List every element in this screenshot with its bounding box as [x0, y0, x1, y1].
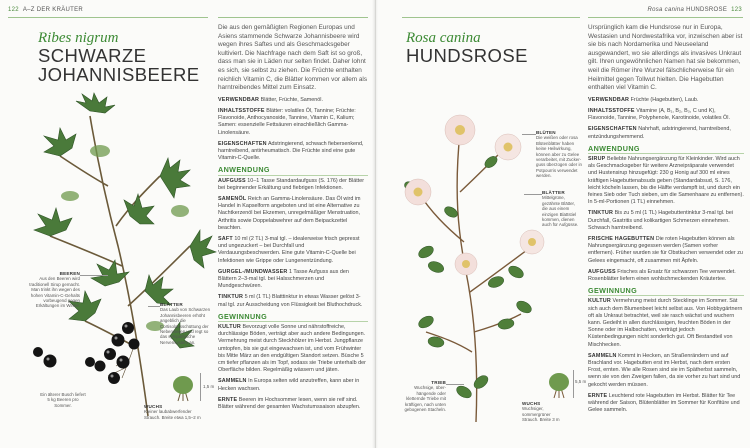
caption-wuchs-left-title: WUCHS — [144, 404, 163, 409]
caption-trieb-text: Wuchsige, über-hängende oder kletternde Triebe mit kräftigen, nach unten gebogenen Stacheln. — [404, 385, 446, 413]
left-header-rule-right — [218, 17, 368, 18]
right-header-rule-right — [588, 17, 743, 18]
right-page — [375, 0, 750, 448]
caption-blueten-title: BLÜTEN — [536, 130, 556, 135]
left-prop-1: VERWENDBAR Blätter, Früchte, Samenöl. — [218, 96, 323, 103]
left-header-rule — [8, 17, 208, 18]
caption-beeren-title: BEEREN — [59, 271, 80, 276]
leader-blueten — [522, 134, 536, 135]
left-page-number: 122 — [8, 7, 19, 13]
caption-ripe-text: Ein älterer Busch liefert 5 kg Beeren pro Sommer. — [40, 392, 86, 408]
caption-wuchs-right — [522, 401, 566, 423]
right-grow-3: ERNTE Leuchtend rote Hagebutten im Herbst. Blätter für Tee während der Saison, Blütenblätter im Sommer für Konfitüre und Gelee sammeln. — [588, 392, 740, 414]
bush-silhouette-right — [548, 372, 570, 398]
dogrose-illustration — [396, 92, 556, 422]
left-grow-3: ERNTE Beeren im Hochsommer lesen, wenn sie reif sind. Blätter während der gesamten Wachstumssaison abzupfen. — [218, 396, 361, 411]
left-intro: Die aus den gemäßigten Regionen Europas und Asiens stammende Schwarze Johannisbeere wird wegen ihres Saftes und als Geschmacksgeber kultiviert. Die Nachfrage nach dem Saft ist so groß, dass man sie in Läden nur selten findet. Daher lohnt es sich, sie selbst zu ziehen. Die Früchte enthalten reichlich Vitamin C, die Blätter kommen vor allem als harntreibendes Mittel zum Einsatz. — [218, 24, 368, 92]
caption-trieb — [404, 380, 446, 412]
leaf-9 — [91, 260, 129, 286]
scale-right: 5,5 m — [575, 379, 587, 384]
scale-bar-left — [200, 373, 201, 401]
leaf-7 — [124, 194, 154, 224]
book-fold-shadow — [372, 0, 378, 448]
scale-bar-right — [573, 370, 574, 398]
right-use-1: SIRUP Beliebte Nahrungsergänzung für Kleinkinder. Wird auch als Geschmacksgeber für weitere Arzneipräparate verwendet und Hustensirup hinzugefügt: 230 g Honig auf 300 ml eines kräftigen Hagebuttenabsuds geben (Standardabsud, S. 176, leicht köcheln lassen, bis die Hälfte verdampft ist, und durch ein feines Sieb oder Tuch sieben, um die Samenhaare zu entfernen). In 5-ml-Portionen (1 TL) einnehmen. — [588, 155, 744, 206]
right-common-name: HUNDSROSE — [406, 45, 528, 66]
right-use-3: FRISCHE HAGEBUTTEN Die roten Hagebutten können als Nahrungsergänzung gegessen werden (Samen vorher entfernen). Früher wurden sie für Obstkuchen verwendet oder zu Gelees eingemacht, oft zusammen mit Äpfeln. — [588, 236, 743, 264]
leaf-4 — [190, 230, 216, 268]
caption-blueten — [536, 130, 582, 179]
caption-trieb-title: TRIEB — [431, 380, 446, 385]
right-section-common: HUNDSROSE — [686, 7, 728, 13]
right-use-4: AUFGUSS Frisches als Ersatz für schwarzen Tee verwendet. Rosenblätter liefern einen wohlschmeckenden Kräutertee. — [588, 268, 736, 283]
caption-blaetter-right-text: Mittelgrüne, gezähnte Blätter, die aus einem einzigen Blattstiel kommen, dienen auch für Aufgüsse. — [542, 195, 579, 228]
right-page-number: 123 — [731, 7, 742, 13]
caption-wuchs-right-title: WUCHS — [522, 401, 541, 406]
right-prop-2: INHALTSSTOFFE Vitamine (A, B₁, B₂, B₃, C und K), Flavonoide, Tannine, Polyphenole, Karotinoide, volatiles Öl. — [588, 107, 730, 122]
right-section-latin: Rosa canina — [647, 7, 685, 13]
right-prop-3: EIGENSCHAFTEN Nahrhaft, adstringierend, harntreibend, entzündungshemmend. — [588, 126, 731, 140]
caption-blaetter-left-title: BLÄTTER — [160, 302, 183, 307]
leader-trieb — [446, 384, 464, 385]
left-use-2: SAMENÖL Reich an Gamma-Linolensäure. Das Öl wird im Handel in Kapselform angeboten und ist eine Alternative zu Nachtkerzenöl bei Ekzemen, unregelmäßiger Menstruation, Arthritis sowie Doppelabwehrer auf dem Beipackzettel beachten. — [218, 195, 361, 231]
leader-blaetter-left — [148, 306, 160, 307]
caption-wuchs-right-text: Wuchsiger, sommergrüner Strauch. Breite 3 m — [522, 406, 560, 423]
left-prop-2: INHALTSSTOFFE Blätter: volatiles Öl, Tannine; Früchte: Flavonoide, Anthocyanoside, Tannine, Vitamin C, Kalium; Samen: essenzielle Fettsäuren einschließlich Gamma-Linolensäure. — [218, 107, 356, 136]
leaf-1 — [76, 93, 115, 113]
left-running-head — [8, 7, 83, 13]
left-prop-3: EIGENSCHAFTEN Adstringierend, schwach fiebersenkend, harntreibend, antirheumatisch. Die Früchte sind eine gute Vitamin-C-Quelle. — [218, 140, 364, 162]
left-latin-name: Ribes nigrum — [38, 30, 119, 46]
left-grow-2: SAMMELN In Europa selten wild anzutreffen, kann aber in Hecken wachsen. — [218, 378, 360, 392]
left-section-title: A–Z DER KRÄUTER — [22, 7, 84, 13]
leader-beeren — [80, 275, 108, 276]
right-grow-1: KULTUR Vermehrung meist durch Stecklinge im Sommer. Sät sich auch dem Blumenbeet leicht selbst aus. Von Hobbygärtnern oft als Unkraut betrachtet, weil sie rasch wächst und wuchern kann. Gedeiht in allen durchlässigen, feuchten Böden in der Sonne oder im Halbschatten, verträgt jedoch Küstenbedingungen nicht sonderlich gut. Oft Bestandteil von Mischhecken. — [588, 298, 743, 348]
caption-blueten-text: Die weißen oder rosa Blütenblätter haben keine Heilwirkung, können aber zu Gelee verarbeitet, mit Zucker-guss überzogen oder in Potpourris verwendet werden. — [536, 135, 582, 179]
left-use-4: GURGEL-/MUNDWASSER 1 Tasse Aufguss aus den Blättern 2–3-mal tgl. bei Halsschmerzen und Mundgeschwüren. — [218, 268, 349, 290]
right-prop-1: VERWENDBAR Früchte (Hagebutten), Laub. — [588, 96, 699, 103]
right-grow-heading: GEWINNUNG — [588, 287, 744, 296]
left-common-name: SCHWARZE JOHANNISBEERE — [38, 45, 200, 85]
caption-blaetter-left — [160, 302, 212, 345]
right-latin-name: Rosa canina — [406, 30, 481, 46]
right-running-head — [647, 7, 742, 13]
left-use-3: SAFT 10 ml (2 TL) 3-mal tgl. – idealerweise frisch gepresst und ungezuckert – bei Durchfall und Verdauungsbeschwerden. Eine gute Vitamin-C-Quelle bei Infektionen wie Grippe oder Lungenentzündung. — [218, 236, 360, 264]
left-grow-heading: GEWINNUNG — [218, 313, 368, 322]
leaf-3 — [44, 128, 76, 156]
left-use-heading: ANWENDUNG — [218, 166, 368, 175]
caption-wuchs-left-text: Kleiner laubabwerfender Strauch. Breite etwa 1,5–2 m — [144, 409, 201, 420]
caption-wuchs-left — [144, 404, 206, 420]
bush-silhouette-left — [172, 375, 194, 401]
caption-blaetter-right — [542, 190, 582, 228]
leader-blaetter-right — [524, 194, 542, 195]
leaf-2 — [160, 158, 190, 198]
left-use-5: TINKTUR 5 ml (1 TL) Blatttinktur in etwas Wasser gelöst 3-mal tgl. zur Ausscheidung von Flüssigkeit bei Bluthochdruck. — [218, 294, 363, 308]
leaf-5 — [34, 208, 72, 236]
caption-ripe — [40, 392, 86, 408]
caption-blaetter-left-text: Das Laub von Schwarzen Johannisbeeren erhöht angeblich die Cortisolausschüttung der Nebennieren und regt so das sympathische Nervensystem an. — [160, 307, 211, 345]
caption-beeren — [28, 271, 80, 309]
left-use-1: AUFGUSS 10–1 Tasse Standardaufguss (S. 176) der Blätter bei beginnender Erkältung und fiebrigen Infektionen. — [218, 177, 365, 191]
right-grow-2: SAMMELN Kommt in Hecken, an Straßenrändern und auf Brachland vor. Hagebutten erst im Herbst, nach dem ersten Frost, ernten. Wie alle Rosen sind sie im Spätherbst sammeln, wenn sie von den Zweigen fallen, da sie vorher zu hart sind und gekocht werden müssen. — [588, 352, 741, 388]
right-use-2: TINKTUR Bis zu 5 ml (1 TL) Hagebuttentinktur 3-mal tgl. bei Durchfall, Gastritis und kolikartigen Schmerzen einnehmen. Schwach harntreibend. — [588, 210, 734, 231]
right-use-heading: ANWENDUNG — [588, 145, 744, 154]
right-header-rule — [402, 17, 580, 18]
caption-beeren-text: Aus den Beeren wird traditionell Sirup gemacht. Man trinkt ihn wegen des hohen Vitamin-C-Gehalts vorbeugend gegen Erkältungen im Winter. — [29, 276, 80, 309]
caption-blaetter-right-title: BLÄTTER — [542, 190, 565, 195]
right-text-column — [588, 24, 744, 418]
right-intro: Ursprünglich kam die Hundsrose nur in Europa, Westasien und Nordwestafrika vor, inzwischen aber ist sie bis nach Nordamerika und Neuseeland ausgewandert, wo sie allerdings als invasives Unkraut gilt. Ihren ungewöhnlichen Namen hat sie bekommen, weil die Römer ihre Wurzel fälschlicherweise für ein Heilmittel gegen Tollwut hielten. Die Hagebutten enthalten viel Vitamin C. — [588, 24, 743, 92]
scale-left: 1,5 m — [203, 384, 215, 389]
left-grow-1: KULTUR Bevorzugt volle Sonne und nährstoffreiche, durchlässige Böden, verträgt aber auch andere Bedingungen. Vermehrung meist durch Steckhölzer im Herbst. Jungpflanze umtopfen, bis sie gut eingewachsen ist, und vom Frühwinter bis Mitte März an den endgültigen Standort setzen. Büsche 5 cm tiefer pflanzen als im Topf, sodass sie Triebe unterhalb der Oberfläche bilden. Regelmäßig wässern und jäten. — [218, 324, 366, 374]
leaf-8 — [145, 275, 173, 305]
left-text-column — [218, 24, 368, 415]
